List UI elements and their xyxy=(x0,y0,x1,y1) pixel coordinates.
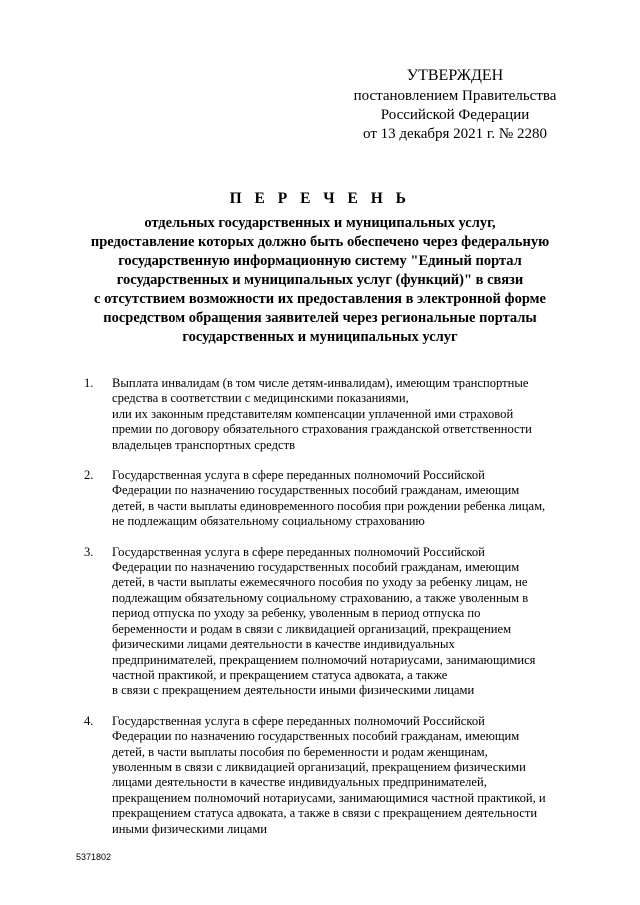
item-text-line: беременности и родам в связи с ликвидацией организаций, прекращением xyxy=(112,621,512,636)
item-text-line: частной практикой, и прекращением статуса адвоката, а также xyxy=(112,667,448,682)
item-number: 4. xyxy=(84,713,94,728)
item-text-line: предпринимателей, прекращением полномочий нотариусами, занимающимися xyxy=(112,652,536,667)
item-text-line: Федерации по назначению государственных пособий гражданам, имеющим xyxy=(112,483,520,498)
item-text-line: уволенным в связи с ликвидацией организаций, прекращением физическими xyxy=(112,759,526,774)
list-item xyxy=(84,545,584,699)
item-text-line: или их законным представителям компенсации уплаченной ими страховой xyxy=(112,406,514,421)
item-number: 3. xyxy=(84,544,94,559)
subtitle-line: с отсутствием возможности их предоставления в электронной форме xyxy=(94,291,546,307)
subtitle-line: предоставление которых должно быть обеспечено через федеральную xyxy=(90,234,550,250)
item-text-line: не подлежащим обязательному социальному страхованию xyxy=(112,514,425,529)
list-item xyxy=(84,376,584,453)
item-text-line: Государственная услуга в сфере переданных полномочий Российской xyxy=(112,468,485,483)
item-text-line: детей, в части выплаты пособия по беременности и родам женщинам, xyxy=(112,744,488,759)
item-text-line: прекращением статуса адвоката, а также в связи с прекращением деятельности xyxy=(112,806,538,821)
item-text-line: подлежащим обязательному социальному страхованию, а также уволенным в xyxy=(112,590,529,605)
item-text-line: иными физическими лицами xyxy=(112,821,268,836)
item-text-line: Государственная услуга в сфере переданных полномочий Российской xyxy=(112,544,485,559)
document-subtitle xyxy=(60,214,580,347)
item-text-line: лицами деятельности в качестве индивидуальных предпринимателей, xyxy=(112,775,487,790)
item-number: 2. xyxy=(84,468,94,483)
item-text-line: Федерации по назначению государственных пособий гражданам, имеющим xyxy=(112,560,520,575)
subtitle-line: государственных и муниципальных услуг xyxy=(182,329,458,345)
item-text-line: Выплата инвалидам (в том числе детям-инвалидам), имеющим транспортные xyxy=(112,376,529,390)
services-list xyxy=(84,376,584,852)
document-title: П Е Р Е Ч Е Н Ь xyxy=(229,190,411,207)
subtitle-line: посредством обращения заявителей через региональные порталы xyxy=(103,310,537,326)
item-text-line: Федерации по назначению государственных пособий гражданам, имеющим xyxy=(112,729,520,744)
list-item xyxy=(84,714,584,837)
subtitle-line: государственную информационную систему "Единый портал xyxy=(118,253,522,269)
item-text-line: детей, в части выплаты единовременного пособия при рождении ребенка лицам, xyxy=(112,498,546,513)
approval-line: постановлением Правительства xyxy=(353,88,557,104)
item-text-line: владельцев транспортных средств xyxy=(112,437,296,452)
item-text-line: физическими лицами деятельности в качестве индивидуальных xyxy=(112,637,455,652)
item-text-line: детей, в части выплаты ежемесячного пособия по уходу за ребенку лицам, не xyxy=(112,575,528,590)
item-text-line: в связи с прекращением деятельности иными физическими лицами xyxy=(112,683,475,698)
list-item xyxy=(84,468,584,530)
approval-date-line: от 13 декабря 2021 г. № 2280 xyxy=(363,126,547,142)
item-text-line: прекращением полномочий нотариусами, занимающимися частной практикой, и xyxy=(112,790,546,805)
approval-line: Российской Федерации xyxy=(380,107,530,123)
subtitle-line: отдельных государственных и муниципальных услуг, xyxy=(144,215,496,231)
approval-heading: УТВЕРЖДЕН xyxy=(406,67,504,84)
item-text-line: средства в соответствии с медицинскими показаниями, xyxy=(112,391,409,406)
item-text-line: премии по договору обязательного страхования гражданской ответственности xyxy=(112,422,532,437)
item-text-line: Государственная услуга в сфере переданных полномочий Российской xyxy=(112,713,485,728)
approval-stamp xyxy=(340,66,570,144)
item-text-line: период отпуска по уходу за ребенку, уволенным в период отпуска по xyxy=(112,606,481,621)
item-number: 1. xyxy=(84,376,94,390)
document-id: 5371802 xyxy=(76,852,112,862)
subtitle-line: государственных и муниципальных услуг (функций)" в связи xyxy=(116,272,524,288)
